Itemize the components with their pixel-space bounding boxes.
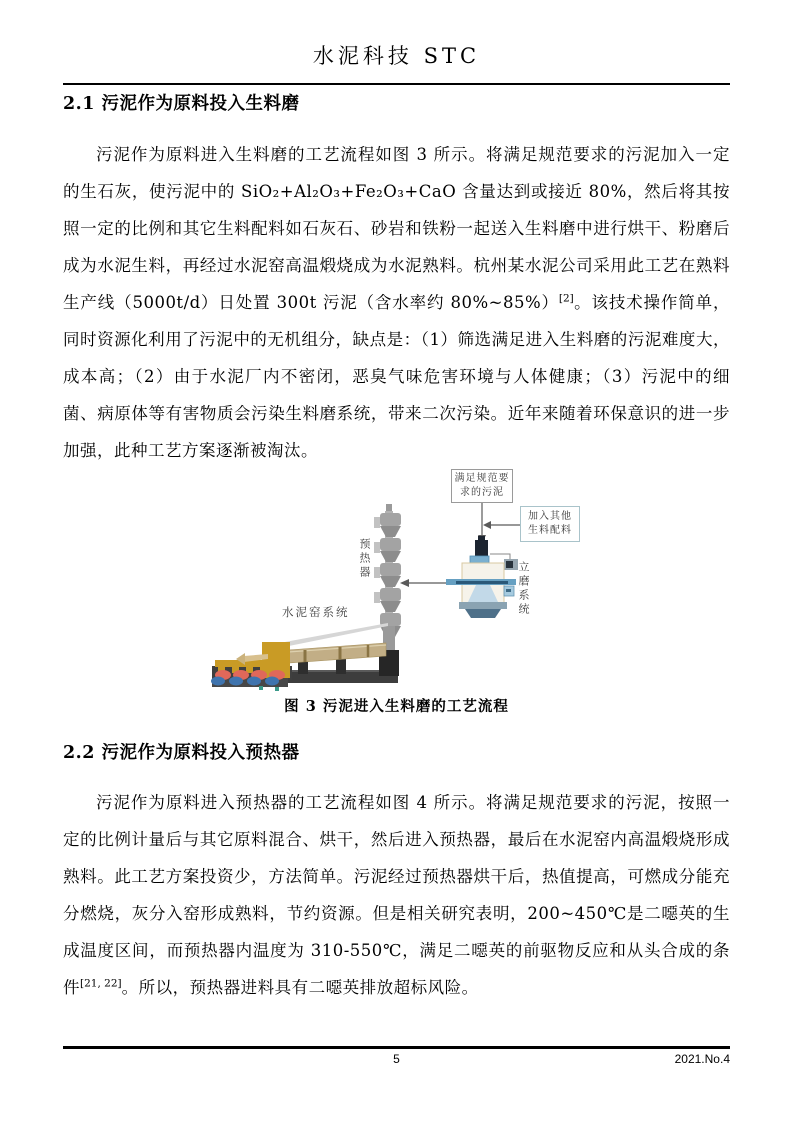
figure-3 (198, 466, 603, 692)
citation-ref-2: [2] (558, 292, 574, 305)
preheater-label: 预热器 (358, 538, 371, 580)
page-number: 5 (393, 1052, 400, 1066)
paragraph-text: 。该技术操作简单，同时资源化利用了污泥中的无机组分，缺点是：（1）筛选满足进入生料磨的污泥难度大，成本高；（2）由于水泥厂内不密闭，恶臭气味危害环境与人体健康；（3）污泥中的细菌、病原体等有害物质会污染生料磨系统，带来二次污染。近年来随着环保意识的进一步加强，此种工艺方案逐渐被淘汰。 (63, 293, 731, 460)
preheater-tower (374, 504, 401, 654)
vertical-mill (446, 536, 518, 618)
section-2-2-heading: 2.2 污泥作为原料投入预热器 (63, 743, 300, 763)
paragraph-text: 污泥作为原料进入生料磨的工艺流程如图 3 所示。将满足规范要求的污泥加入一定的生石灰，使污泥中的 SiO₂+Al₂O₃+Fe₂O₃+CaO 含量达到或接近 80%，然后将其按照一定的比例和其它生料配料如石灰石、砂岩和铁粉一起送入生料磨中进行烘干、粉磨后成为水泥生料，再经过水泥窑高温煅烧成为水泥熟料。杭州某水泥公司采用此工艺在熟料生产线（5000t/d）日处置 300t 污泥（含水率约 80%~85%） (63, 145, 730, 312)
section-2-1-paragraph (63, 136, 730, 469)
cyclone (374, 513, 401, 537)
clinker-cooler (211, 642, 292, 691)
header-rule (63, 83, 730, 85)
kiln-system-label: 水泥窑系统 (282, 605, 350, 619)
cyclone (374, 563, 401, 587)
rotary-kiln (288, 643, 399, 683)
section-2-1-heading: 2.1 污泥作为原料投入生料磨 (63, 94, 300, 114)
paragraph-text: 。所以，预热器进料具有二噁英排放超标风险。 (121, 978, 479, 997)
clinker-piles (211, 670, 285, 691)
vertical-mill-label: 立磨系统 (517, 561, 530, 617)
process-flow-diagram (198, 466, 603, 692)
other-ingredients-box: 加入其他生料配料 (520, 506, 580, 542)
cyclone (374, 588, 401, 612)
section-2-2-paragraph (63, 784, 730, 1006)
figure-3-caption: 图 3 污泥进入生料磨的工艺流程 (284, 698, 509, 715)
cyclone (374, 538, 401, 562)
paragraph-text: 污泥作为原料进入预热器的工艺流程如图 4 所示。将满足规范要求的污泥，按照一定的比例计量后与其它原料混合、烘干，然后进入预热器，最后在水泥窑内高温煅烧形成熟料。此工艺方案投资少，方法简单。污泥经过预热器烘干后，热值提高，可燃成分能充分燃烧，灰分入窑形成熟料，节约资源。但是相关研究表明，200~450℃是二噁英的生成温度区间，而预热器内温度为 310-550℃，满足二噁英的前驱物反应和从头合成的条件 (63, 793, 730, 997)
issue-number: 2021.No.4 (674, 1052, 730, 1066)
footer-rule (63, 1046, 730, 1049)
citation-ref-21-22: [21, 22] (80, 977, 122, 990)
sludge-requirement-box: 满足规范要求的污泥 (451, 469, 513, 503)
journal-title: 水泥科技 STC (312, 44, 481, 68)
